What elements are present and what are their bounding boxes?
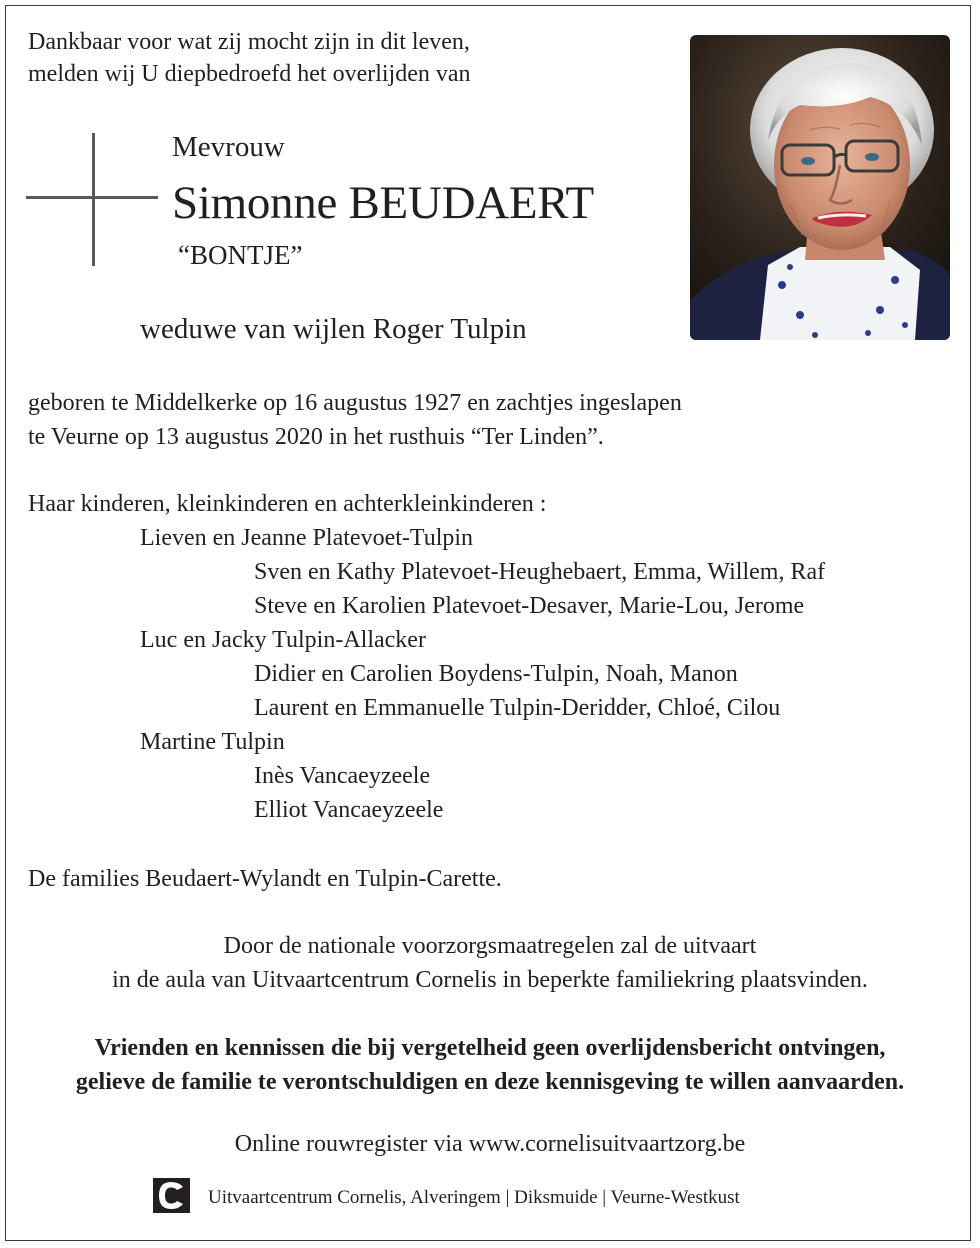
widow-of: weduwe van wijlen Roger Tulpin [140,313,527,345]
portrait-illustration [690,35,950,340]
grandchild-line: Elliot Vancaeyzeele [254,797,444,823]
deceased-title: Mevrouw [172,131,285,163]
apology-request: Vrienden en kennissen die bij vergetelheid geen overlijdensbericht ontvingen, gelieve de familie te verontschuldigen en deze kennisgeving te willen aanvaarden. [75,1035,905,1095]
family-heading: Haar kinderen, kleinkinderen en achterkleinkinderen : [28,491,547,517]
grandchild-line: Didier en Carolien Boydens-Tulpin, Noah, Manon [254,661,738,687]
grandchild-line: Inès Vancaeyzeele [254,763,431,789]
child-name: Martine Tulpin [140,729,285,755]
cornelis-logo-icon [153,1178,190,1213]
birth-death-text: geboren te Middelkerke op 16 augustus 1927 en zachtjes ingeslapen te Veurne op 13 augustus 2020 in het rusthuis “Ter Linden”. [28,390,682,450]
footer-text: Uitvaartcentrum Cornelis, Alveringem | Diksmuide | Veurne-Westkust [208,1187,740,1208]
extended-family: De families Beudaert-Wylandt en Tulpin-Carette. [28,866,502,892]
deceased-name: Simonne BEUDAERT [172,177,594,229]
child-name: Luc en Jacky Tulpin-Allacker [140,627,426,653]
grandchild-line: Steve en Karolien Platevoet-Desaver, Marie-Lou, Jerome [254,593,805,619]
cross-icon-vertical [92,133,95,266]
online-register: Online rouwregister via www.cornelisuitvaartzorg.be [234,1131,746,1157]
funeral-notice: Door de nationale voorzorgsmaatregelen zal de uitvaart in de aula van Uitvaartcentrum Cornelis in beperkte familiekring plaatsvinden. [112,933,868,993]
grandchild-line: Sven en Kathy Platevoet-Heughebaert, Emma, Willem, Raf [254,559,826,585]
grandchild-line: Laurent en Emmanuelle Tulpin-Deridder, Chloé, Cilou [254,695,781,721]
cross-icon-horizontal [26,196,158,199]
portrait-photo [690,35,950,340]
child-name: Lieven en Jeanne Platevoet-Tulpin [140,525,474,551]
deceased-nickname: “BONTJE” [178,240,303,270]
intro-text: Dankbaar voor wat zij mocht zijn in dit leven, melden wij U diepbedroefd het overlijden van [28,29,471,87]
